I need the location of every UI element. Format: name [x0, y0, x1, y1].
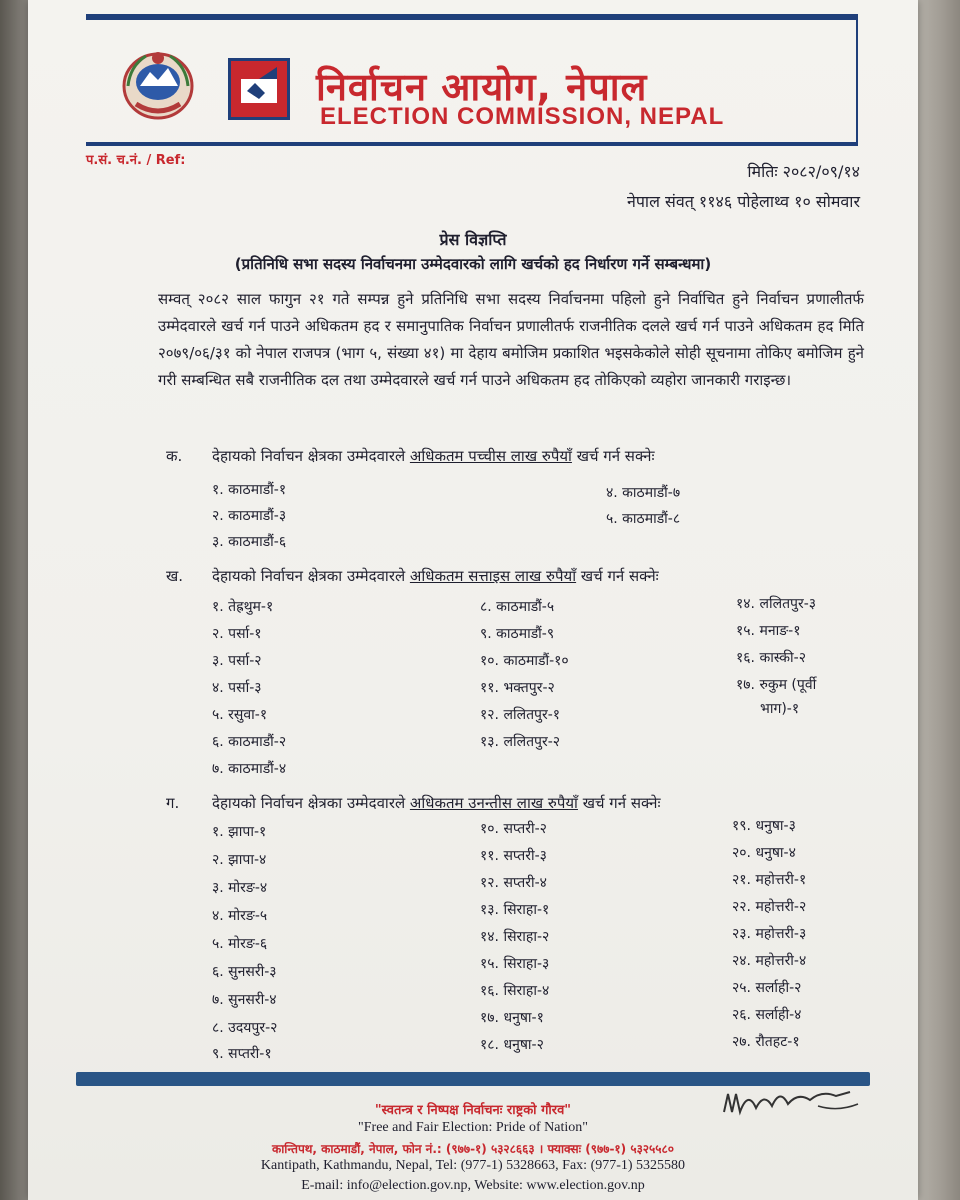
list-item: २. काठमाडौं-३ — [212, 508, 287, 524]
list-item: १४. सिराहा-२ — [480, 929, 550, 945]
nepal-emblem-icon — [116, 46, 200, 124]
list-item: १८. धनुषा-२ — [480, 1037, 544, 1053]
list-item: २०. धनुषा-४ — [732, 845, 796, 861]
list-item: ३. मोरङ-४ — [212, 880, 268, 896]
list-item: ७. सुनसरी-४ — [212, 992, 277, 1008]
list-item: २४. महोत्तरी-४ — [732, 953, 807, 969]
address-english: Kantipath, Kathmandu, Nepal, Tel: (977-1) 5328663, Fax: (977-1) 5325580 — [260, 1158, 686, 1173]
section-ka-label: क. — [166, 447, 183, 465]
list-item: २७. रौतहट-१ — [732, 1034, 800, 1050]
list-item: ८. उदयपुर-२ — [212, 1020, 278, 1036]
press-release-document — [28, 0, 918, 1200]
list-item: ११. सप्तरी-३ — [480, 848, 547, 864]
section-ga-label: ग. — [166, 794, 180, 812]
list-item: २. झापा-४ — [212, 852, 267, 868]
section-ga-intro: देहायको निर्वाचन क्षेत्रका उम्मेदवारले अधिकतम उनन्तीस लाख रुपैयाँ खर्च गर्न सक्नेः — [212, 794, 661, 812]
list-item: ३. काठमाडौं-६ — [212, 534, 287, 550]
list-item: २२. महोत्तरी-२ — [732, 899, 807, 915]
list-item: ५. काठमाडौं-८ — [606, 511, 681, 527]
section-ka-intro: देहायको निर्वाचन क्षेत्रका उम्मेदवारले अधिकतम पच्चीस लाख रुपैयाँ खर्च गर्न सक्नेः — [212, 447, 655, 465]
section-kha-intro: देहायको निर्वाचन क्षेत्रका उम्मेदवारले अधिकतम सत्ताइस लाख रुपैयाँ खर्च गर्न सक्नेः — [212, 567, 659, 585]
list-item: २६. सर्लाही-४ — [732, 1007, 802, 1023]
body-paragraph: सम्वत् २०८२ साल फागुन २१ गते सम्पन्न हुने प्रतिनिधि सभा सदस्य निर्वाचनमा पहिलो हुने निर्वाचित हुने निर्वाचन प्रणालीतर्फ उम्मेदवारले खर्च गर्न पाउने अधिकतम हद र समानुपातिक निर्वाचन प्रणालीतर्फ राजनीतिक दलले खर्च गर्न पाउने अधिकतम हद मिति २०७९/०६/३१ को नेपाल राजपत्र (भाग ५, संख्या ४१) मा देहाय बमोजिम प्रकाशित भइसकेकोले सोही सूचनामा तोकिए बमोजिम हुने गरी सम्बन्धित सबै राजनीतिक दल तथा उम्मेदवारले खर्च गर्न पाउने अधिकतम हद तोकिएको व्यहोरा जानकारी गराइन्छ। — [158, 290, 864, 389]
list-item: २. पर्सा-१ — [212, 626, 262, 642]
address-nepali: कान्तिपथ, काठमाडौं, नेपाल, फोन नं.: (९७७-१) ५३२८६६३ । फ्याक्सः (९७७-१) ५३२५५८० — [271, 1142, 675, 1156]
list-item: १. काठमाडौं-१ — [212, 482, 287, 498]
list-item: १५. सिराहा-३ — [480, 956, 550, 972]
section-kha-label: ख. — [166, 567, 184, 585]
list-item: १३. ललितपुर-२ — [480, 734, 561, 750]
desk-background-right — [912, 0, 960, 1200]
list-item: ९. सप्तरी-१ — [212, 1046, 272, 1062]
list-item: १३. सिराहा-१ — [480, 902, 550, 918]
list-item: ५. रसुवा-१ — [212, 707, 268, 723]
list-item: ९. काठमाडौं-९ — [480, 626, 555, 642]
date-line: मितिः २०८२/०९/१४ — [747, 162, 860, 181]
list-item: ४. पर्सा-३ — [212, 680, 262, 696]
press-release-title: प्रेस विज्ञप्ति — [439, 230, 507, 249]
list-item-continuation: भाग)-१ — [760, 701, 800, 717]
list-item: १०. काठमाडौं-१० — [480, 653, 569, 669]
list-item: १०. सप्तरी-२ — [480, 821, 547, 837]
list-item: ५. मोरङ-६ — [212, 936, 268, 952]
list-item: १. झापा-१ — [212, 824, 267, 840]
list-item: ४. मोरङ-५ — [212, 908, 268, 924]
motto-nepali: "स्वतन्त्र र निष्पक्ष निर्वाचनः राष्ट्रको गौरव" — [374, 1103, 572, 1118]
election-commission-logo-icon — [228, 58, 290, 120]
list-item: २३. महोत्तरी-३ — [732, 926, 807, 942]
list-item: १२. ललितपुर-१ — [480, 707, 561, 723]
list-item: १६. कास्की-२ — [736, 650, 806, 666]
title-english: ELECTION COMMISSION, NEPAL — [320, 103, 725, 130]
list-item: ४. काठमाडौं-७ — [606, 485, 681, 501]
list-item: ६. काठमाडौं-२ — [212, 734, 287, 750]
reference-label: प.सं. च.नं. / Ref: — [86, 153, 186, 168]
list-item: ११. भक्तपुर-२ — [480, 680, 555, 696]
press-release-subtitle: (प्रतिनिधि सभा सदस्य निर्वाचनमा उम्मेदवारको लागि खर्चको हद निर्धारण गर्ने सम्बन्धमा) — [234, 255, 712, 273]
list-item: १४. ललितपुर-३ — [736, 596, 817, 612]
list-item: १५. मनाङ-१ — [736, 623, 801, 639]
list-item: १२. सप्तरी-४ — [480, 875, 547, 891]
nepal-sambat-date: नेपाल संवत् ११४६ पोहेलाथ्व १० सोमवार — [626, 192, 860, 211]
list-item: ३. पर्सा-२ — [212, 653, 262, 669]
list-item: २१. महोत्तरी-१ — [732, 872, 807, 888]
list-item: २५. सर्लाही-२ — [732, 980, 802, 996]
list-item: ६. सुनसरी-३ — [212, 964, 277, 980]
list-item: १९. धनुषा-३ — [732, 818, 796, 834]
list-item: ७. काठमाडौं-४ — [212, 761, 287, 777]
list-item: १. तेह्रथुम-१ — [212, 599, 274, 615]
list-item: ८. काठमाडौं-५ — [480, 599, 555, 615]
list-item: १६. सिराहा-४ — [480, 983, 550, 999]
list-item: १७. धनुषा-१ — [480, 1010, 544, 1026]
motto-english: "Free and Fair Election: Pride of Nation" — [358, 1120, 588, 1135]
contact-email-website: E-mail: info@election.gov.np, Website: www.election.gov.np — [301, 1178, 645, 1193]
title-nepali: निर्वाचन आयोग, नेपाल — [316, 65, 648, 109]
desk-background-left — [0, 0, 30, 1200]
list-item: १७. रुकुम (पूर्वी — [736, 677, 817, 693]
